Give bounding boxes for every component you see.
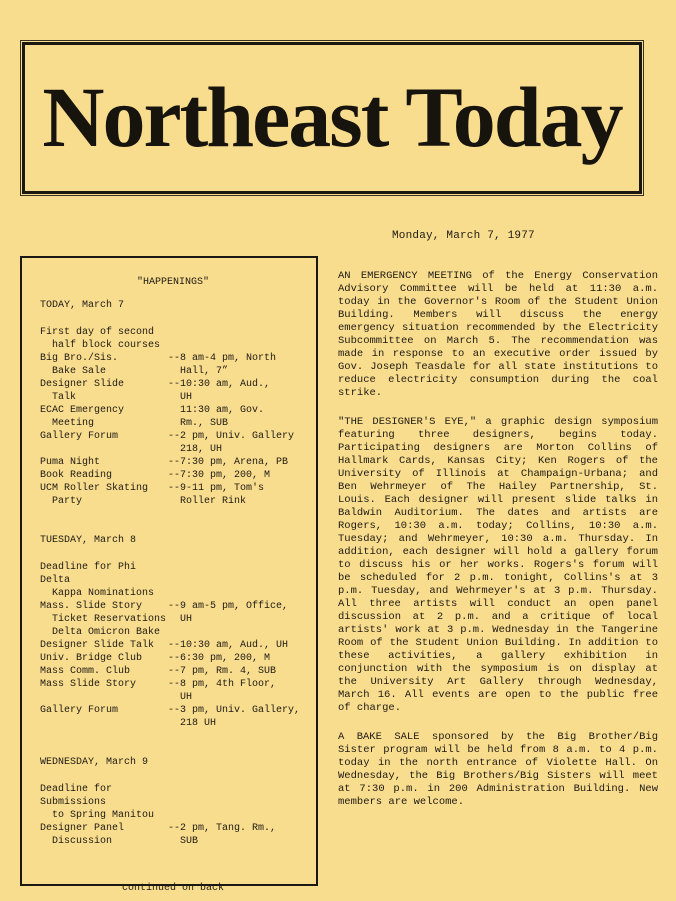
event-details: --2 pm, Tang. Rm., SUB [168,823,277,847]
event-entry [40,352,306,378]
event-entry [40,704,306,730]
newspaper-title: Northeast Today [42,69,622,165]
day-spacer [40,848,306,868]
event-name: Puma Night [40,457,101,468]
day-heading: TODAY, March 7 [40,300,125,311]
happenings-title: "HAPPENINGS" [136,277,209,288]
event-name: Designer Panel Discussion [40,823,125,847]
day-heading: WEDNESDAY, March 9 [40,757,149,768]
event-details: --10:30 am, Aud., UH [168,640,289,651]
event-details: --7 pm, Rm. 4, SUB [168,666,277,677]
day-spacer [40,508,306,528]
event-name: Mass. Slide Story Ticket Reservations [40,601,167,625]
event-entry [40,482,306,508]
event-entry [40,404,306,430]
event-details: 11:30 am, Gov. Rm., SUB [180,405,265,429]
event-entry [40,600,306,626]
event-name: Deadline for Phi Delta Kappa Nominations [40,562,155,599]
event-entry [40,378,306,404]
happenings-list [40,299,306,868]
event-entry [40,783,306,822]
issue-date: Monday, March 7, 1977 [392,230,535,242]
event-entry [40,652,306,665]
event-details: --6:30 pm, 200, M [168,653,271,664]
event-name: Gallery Forum [40,705,119,716]
event-name: Designer Slide Talk [40,379,125,403]
event-details: --10:30 am, Aud., UH [168,379,271,403]
event-details: --8 pm, 4th Floor, UH [168,679,277,703]
article-designers-eye: "THE DESIGNER'S EYE," a graphic design symposium featuring three designers, begins today. Participating designers are Morton Collins of Hallmark Cards, Kansas City; Ken Rogers of the University of Illinois at Champaign-Urbana; and Ben Wehrmeyer of The Hailey Partnership, St. Louis. Each designer will present slide talks in Baldwin Auditorium. The dates and artists are Rogers, 10:30 a.m. today; Collins, 10:30 a.m. Tuesday; and Wehrmeyer, 10:30 a.m. Thursday. In addition, each designer will hold a gallery forum to discuss his or her works. Rogers's forum will be scheduled for 2 p.m. tonight, Collins's at 3 p.m. Tuesday, and Wehrmeyer's at 3 p.m. Thursday. All three artists will conduct an open panel discussion at 2 p.m. and a critique of local artists' work at 3 p.m. Wednesday in the Tangerine Room of the Student Union Building. In addition to these activities, a gallery exhibition in conjunction with the symposium is on display at the University Art Gallery through Wednesday, March 16. All events are open to the public free of charge. [338,416,658,714]
event-entry [40,822,306,848]
event-entry [40,639,306,652]
event-details: --7:30 pm, 200, M [168,470,271,481]
day-heading: TUESDAY, March 8 [40,535,137,546]
event-details [168,783,306,822]
event-name: Gallery Forum [40,431,119,442]
article-energy-meeting: AN EMERGENCY MEETING of the Energy Conservation Advisory Committee will be held at 11:30 a.m. today in the Governor's Room of the Student Union Building. Members will discuss the energy emergency situation recommended by the Electricity Subcommittee on March 5. The recommendation was made in response to an executive order issued by Gov. Joseph Teasdale for all state institutions to reduce electricity consumption during the coal strike. [338,270,658,399]
event-entry [40,469,306,482]
event-entry [40,430,306,456]
event-details [168,561,306,600]
event-details: --9 am-5 pm, Office, UH [168,601,289,625]
event-name: UCM Roller Skating Party [40,483,149,507]
event-entry [40,665,306,678]
event-name: Designer Slide Talk [40,640,155,651]
happenings-box [20,256,318,894]
event-name: Deadline for Submissions to Spring Manitou [40,784,155,821]
event-name: ECAC Emergency Meeting [40,405,125,429]
continued-note: continued on back [121,883,225,894]
event-name: Big Bro./Sis. Bake Sale [40,353,119,377]
event-details [168,626,306,639]
event-details [168,326,306,352]
event-entry [40,326,306,352]
event-name: Delta Omicron Bake [40,627,161,638]
event-name: Univ. Bridge Club [40,653,143,664]
articles-column [338,270,658,825]
day-spacer [40,730,306,750]
event-details: --7:30 pm, Arena, PB [168,457,289,468]
event-name: Mass Slide Story [40,679,137,690]
event-details: --3 pm, Univ. Gallery, 218 UH [168,705,301,729]
article-bake-sale: A BAKE SALE sponsored by the Big Brother/Big Sister program will be held from 8 a.m. to 4 p.m. today in the north entrance of Violette Hall. On Wednesday, the Big Brothers/Big Sisters will meet at 7:30 p.m. in 200 Administration Building. New members are welcome. [338,731,658,808]
event-details: --9-11 pm, Tom's Roller Rink [168,483,265,507]
event-name: Mass Comm. Club [40,666,131,677]
event-entry [40,678,306,704]
masthead [22,42,642,194]
event-details: --8 am-4 pm, North Hall, 7” [168,353,277,377]
event-name: First day of second half block courses [40,327,161,351]
event-details: --2 pm, Univ. Gallery 218, UH [168,431,295,455]
event-name: Book Reading [40,470,113,481]
event-entry [40,626,306,639]
event-entry [40,561,306,600]
event-entry [40,456,306,469]
